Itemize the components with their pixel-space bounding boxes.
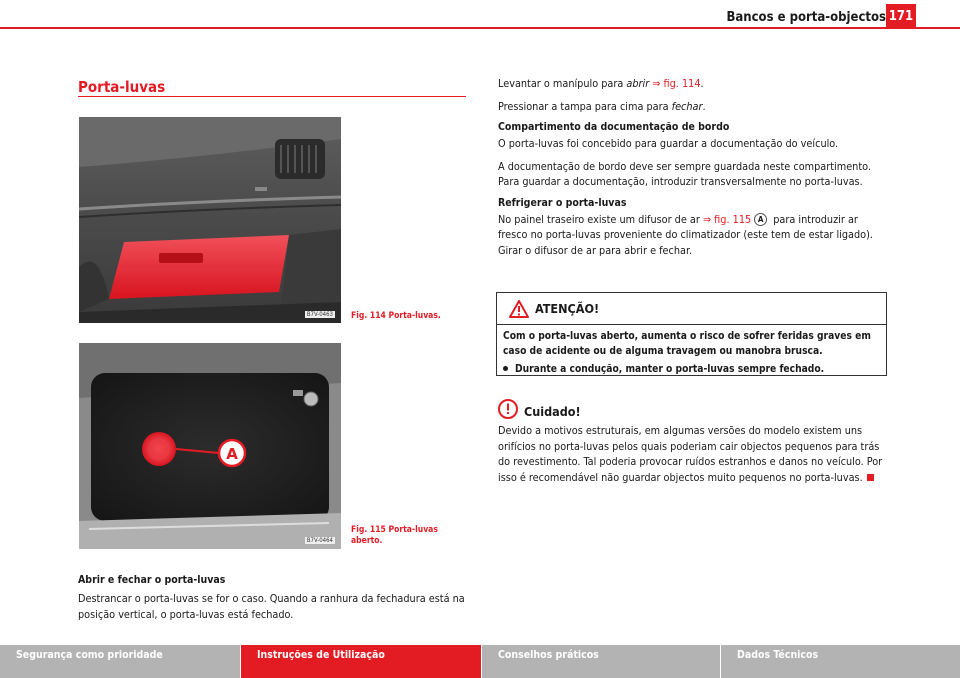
figure-115-marker: A: [226, 445, 238, 463]
caution-title: Cuidado!: [524, 404, 581, 419]
warning-bullet-item: Durante a condução, manter o porta-luvas sempre fechado.: [503, 362, 880, 377]
footer-nav: [0, 645, 960, 678]
docs-paragraph-1: O porta-luvas foi concebido para guardar a documentação do veículo.: [498, 137, 839, 150]
docs-heading: Compartimento da documentação de bordo: [498, 121, 730, 133]
warning-body: [497, 325, 886, 381]
section-title: Porta-luvas: [78, 78, 166, 96]
footer-tab-instrucoes[interactable]: Instruções de Utilização: [241, 645, 481, 678]
section-rule: [78, 96, 466, 97]
figure-115-caption: Fig. 115 Porta-luvas aberto.: [351, 525, 438, 546]
bullet-icon: [503, 366, 508, 371]
fig-114-link[interactable]: ⇒ fig. 114: [649, 77, 701, 90]
warning-box: [496, 292, 887, 376]
open-instruction: Levantar o manípulo para abrir ⇒ fig. 114.: [498, 77, 704, 90]
footer-tab-seguranca[interactable]: Segurança como prioridade: [0, 645, 240, 678]
caution-header: [498, 398, 890, 419]
footer-tab-conselhos[interactable]: Conselhos práticos: [482, 645, 720, 678]
caution-exclamation-icon: [498, 399, 518, 419]
close-instruction: Pressionar a tampa para cima para fechar.: [498, 99, 706, 113]
figure-114-caption: Fig. 114 Porta-luvas.: [351, 311, 441, 321]
footer-tab-dados-tecnicos[interactable]: Dados Técnicos: [721, 645, 960, 678]
caution-text: Devido a motivos estruturais, em algumas versões do modelo existem uns orifícios no porta-luvas pelos quais poderiam cair objectos pequenos para trás do revestimento. Tal poderia provocar ruídos estranhos e danos no veículo. Por isso é recomendável não guardar objectos muito pequenos no porta-luvas.: [498, 424, 883, 484]
marker-a-badge: A: [754, 213, 767, 226]
warning-title: ATENÇÃO!: [535, 301, 600, 316]
caution-section: [498, 398, 890, 485]
header-rule: [0, 27, 960, 29]
docs-paragraph-2: A documentação de bordo deve ser sempre guardada neste compartimento. Para guardar a documentação, introduzir transversalmente no porta-luvas.: [498, 159, 871, 188]
figure-115-photo: [79, 343, 341, 549]
figure-114-photo: [79, 117, 341, 323]
fig-115-link[interactable]: ⇒ fig. 115: [702, 212, 752, 226]
end-of-section-marker: [867, 474, 874, 481]
cool-paragraph: No painel traseiro existe um difusor de ar ⇒ fig. 115 A para introduzir ar fresco no porta-luvas proveniente do climatizador (este tem de estar ligado). Girar o difusor de ar para abrir e fechar.: [498, 212, 873, 257]
warning-header: [497, 293, 886, 325]
page-header-title: Bancos e porta-objectos: [726, 10, 886, 25]
right-column: [498, 76, 890, 265]
open-close-heading: Abrir e fechar o porta-luvas: [78, 574, 226, 586]
open-close-section: [78, 574, 468, 622]
page-number: 171: [886, 4, 916, 28]
open-close-text: Destrancar o porta-luvas se for o caso. Quando a ranhura da fechadura está na posição vertical, o porta-luvas está fechado.: [78, 592, 465, 621]
warning-text: Com o porta-luvas aberto, aumenta o risco de sofrer feridas graves em caso de acidente ou de alguma travagem ou manobra brusca.: [503, 331, 871, 357]
figure-115-code: B7V-0464: [306, 537, 333, 544]
figure-114-code: B7V-0463: [306, 311, 333, 318]
cool-heading: Refrigerar o porta-luvas: [498, 196, 627, 209]
warning-triangle-icon: [509, 300, 529, 318]
